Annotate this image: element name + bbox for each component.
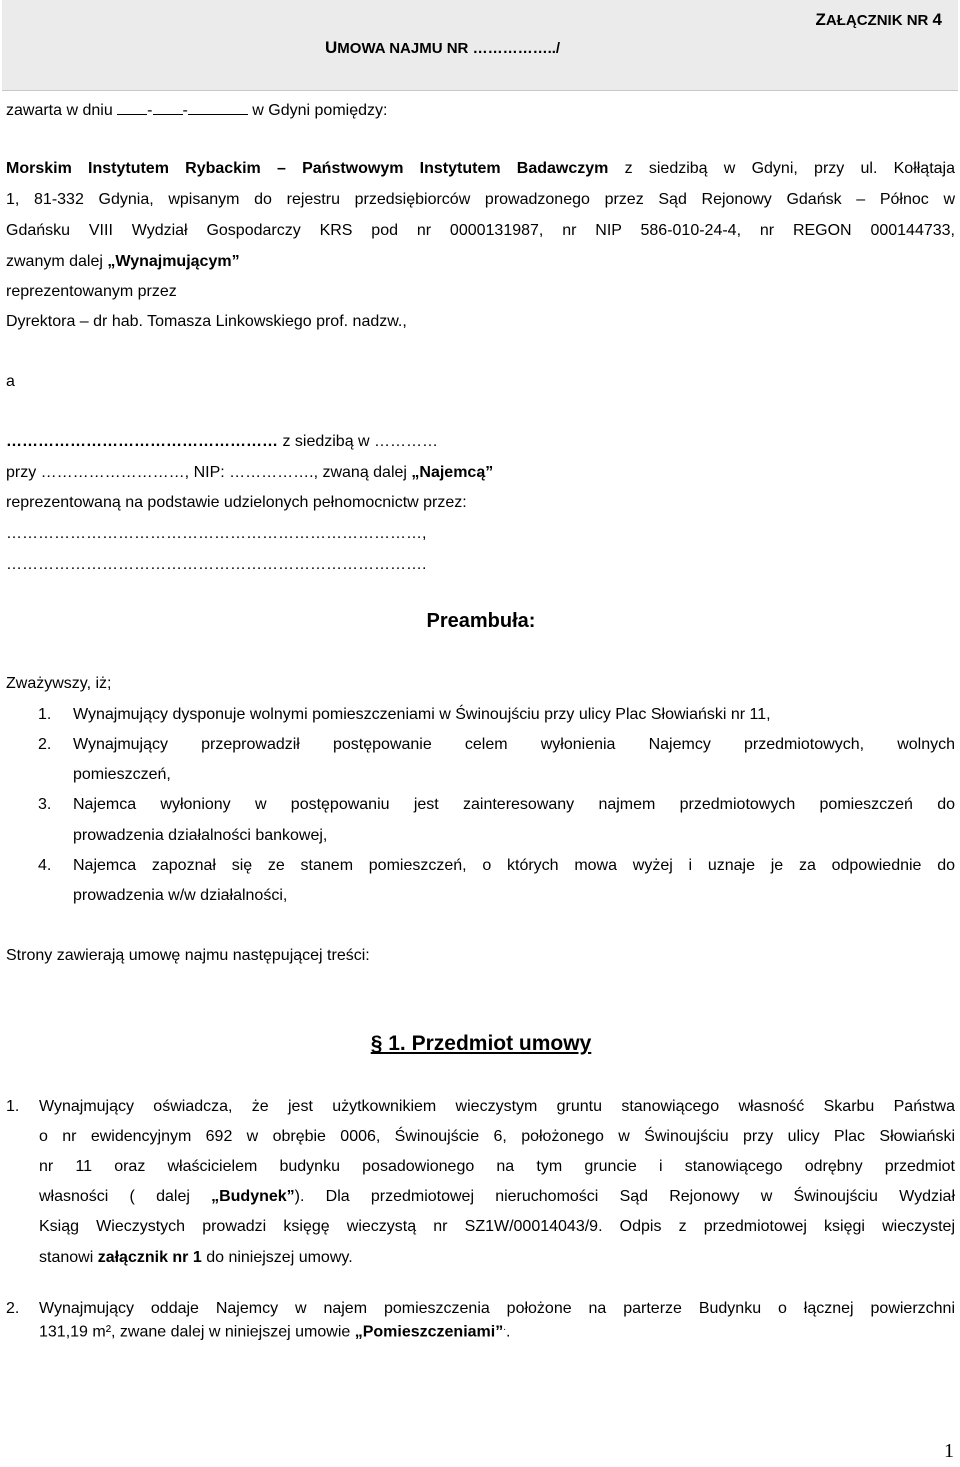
section-1-point-1-line-3: nr 11 oraz właścicielem budynku posadowionego na tym gruncie i stanowiącego odrębny przedmiot xyxy=(39,1158,955,1175)
preamble-item-4-cont: prowadzenia w/w działalności, xyxy=(73,887,288,904)
preamble-item-3-cont: prowadzenia działalności bankowej, xyxy=(73,827,328,844)
month-blank xyxy=(153,100,183,115)
annex-label: ZAŁĄCZNIK NR 4 xyxy=(815,10,942,29)
preamble-item-2: Wynajmujący przeprowadził postępowanie celem wyłonienia Najemcy przedmiotowych, wolnych xyxy=(73,736,955,753)
section-1-point-1-number: 1. xyxy=(6,1098,20,1115)
document-header xyxy=(2,0,958,91)
year-blank xyxy=(188,100,248,115)
tenant-representative-2: ……………………………………………………………………. xyxy=(6,556,427,573)
landlord-line-3: Gdańsku VIII Wydział Gospodarczy KRS pod nr 0000131987, nr NIP 586-010-24-4, nr REGON 000144733, xyxy=(6,222,955,239)
landlord-representative: Dyrektora – dr hab. Tomasza Linkowskiego prof. nadzw., xyxy=(6,313,407,330)
tenant-representation: reprezentowaną na podstawie udzielonych pełnomocnictw przez: xyxy=(6,494,467,511)
section-1-point-1-line-1: Wynajmujący oświadcza, że jest użytkownikiem wieczystym gruntu stanowiącego własność Skarbu Państwa xyxy=(39,1098,955,1115)
intro-line: zawarta w dniu - - w Gdyni pomiędzy: xyxy=(6,102,388,119)
section-1-point-1-line-6: stanowi załącznik nr 1 do niniejszej umowy. xyxy=(39,1249,353,1266)
preamble-item-4-number: 4. xyxy=(38,857,52,874)
section-1-point-2-line-1: Wynajmujący oddaje Najemcy w najem pomieszczenia położone na parterze Budynku o łącznej powierzchni xyxy=(39,1300,955,1317)
preamble-item-2-number: 2. xyxy=(38,736,52,753)
conjunction: a xyxy=(6,373,15,390)
preamble-item-3: Najemca wyłoniony w postępowaniu jest zainteresowany najmem przedmiotowych pomieszczeń do xyxy=(73,796,955,813)
day-blank xyxy=(117,100,147,115)
section-1-point-1-line-2: o nr ewidencyjnym 692 w obrębie 0006, Świnoujście 6, położonego w Świnoujściu przy ulicy Plac Słowiański xyxy=(39,1128,955,1145)
section-1-point-1-line-4: własności ( dalej „Budynek”). Dla przedmiotowej nieruchomości Sąd Rejonowy w Świnoujściu Wydział xyxy=(39,1188,955,1205)
document-title: UMOWA NAJMU NR ……………../ xyxy=(325,38,561,57)
tenant-representative-1: ……………………………………………………………………, xyxy=(6,525,427,542)
preamble-closing: Strony zawierają umowę najmu następującej treści: xyxy=(6,947,370,964)
section-1-title: § 1. Przedmiot umowy xyxy=(370,1032,592,1055)
tenant-line-2: przy ………………………, NIP: ……………., zwaną dalej „Najemcą” xyxy=(6,464,494,481)
landlord-line-2: 1, 81-332 Gdynia, wpisanym do rejestru przedsiębiorców prowadzonego przez Sąd Rejonowy Gdańsk – Północ w xyxy=(6,191,955,208)
page-number: 1 xyxy=(944,1440,954,1462)
landlord-line-4: zwanym dalej „Wynajmującym” xyxy=(6,253,240,270)
section-1-point-1-line-5: Ksiąg Wieczystych prowadzi księgę wieczystą nr SZ1W/00014043/9. Odpis z przedmiotowej księgi wieczystej xyxy=(39,1218,955,1235)
section-1-point-2-number: 2. xyxy=(6,1300,20,1317)
tenant-line-1: …………………………………………… z siedzibą w ………… xyxy=(6,433,439,450)
preamble-item-3-number: 3. xyxy=(38,796,52,813)
preamble-item-1-number: 1. xyxy=(38,706,52,723)
section-1-point-2-line-2: 131,19 m², zwane dalej w niniejszej umowie „Pomieszczeniami”.. xyxy=(39,1322,511,1341)
preamble-item-1: Wynajmujący dysponuje wolnymi pomieszczeniami w Świnoujściu przy ulicy Plac Słowiański nr 11, xyxy=(73,706,771,723)
preamble-title: Preambuła: xyxy=(426,610,536,632)
landlord-representation: reprezentowanym przez xyxy=(6,283,177,300)
landlord-line-1: Morskim Instytutem Rybackim – Państwowym Instytutem Badawczym z siedzibą w Gdyni, przy ul. Kołłątaja xyxy=(6,160,955,177)
preamble-item-2-cont: pomieszczeń, xyxy=(73,766,171,783)
preamble-intro: Zważywszy, iż; xyxy=(6,675,112,692)
preamble-item-4: Najemca zapoznał się ze stanem pomieszczeń, o których mowa wyżej i uznaje je za odpowiednie do xyxy=(73,857,955,874)
